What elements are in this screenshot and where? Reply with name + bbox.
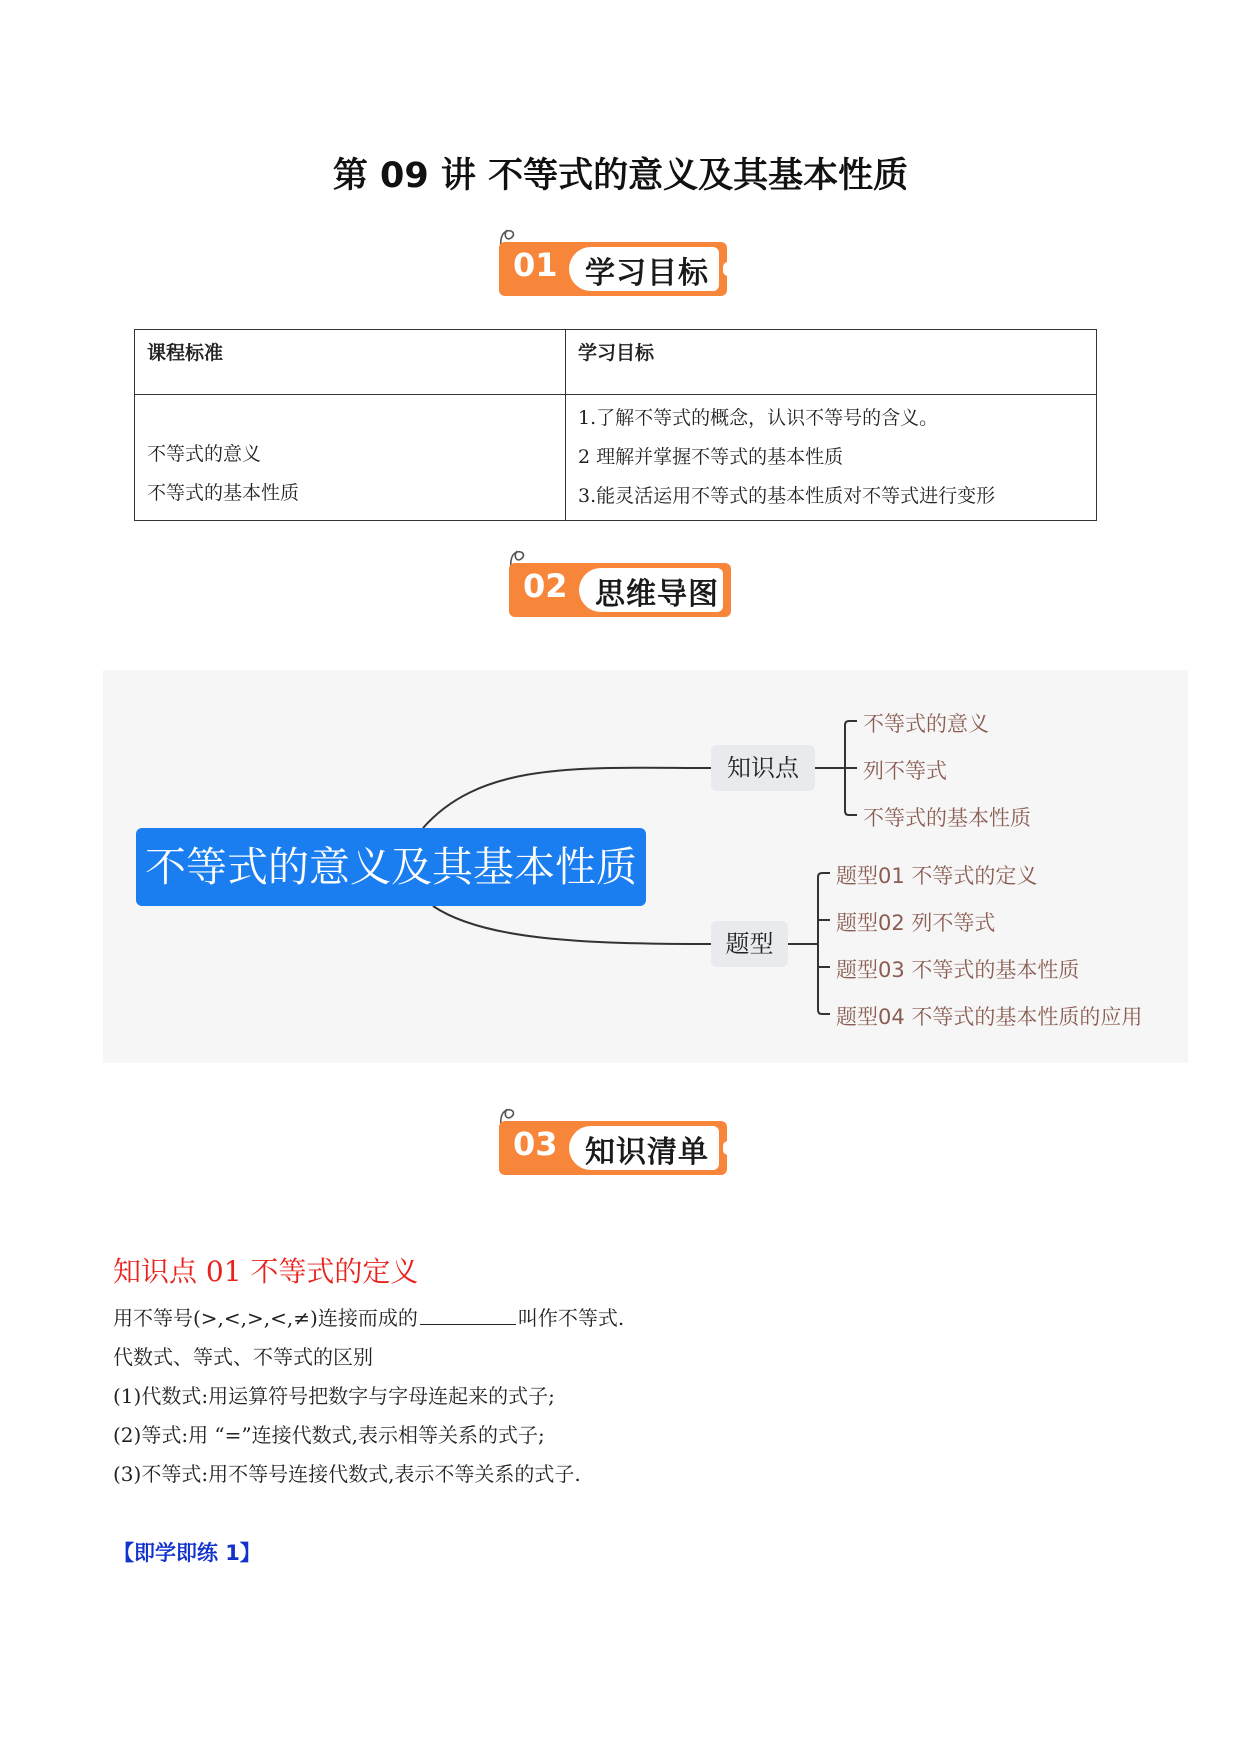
goal-line: 2 理解并掌握不等式的基本性质 <box>578 446 844 468</box>
standard-line: 不等式的意义 <box>147 443 262 465</box>
definition-text-end: 叫作不等式. <box>517 1306 625 1330</box>
mind-map-leaf: 题型03 不等式的基本性质 <box>836 958 1080 982</box>
mind-map-branch-knowledge: 知识点 <box>711 745 815 791</box>
mind-map-root: 不等式的意义及其基本性质 <box>136 828 646 906</box>
table-cell-goals <box>566 395 1097 521</box>
section-label: 学习目标 <box>585 256 709 291</box>
mind-map-leaf: 题型01 不等式的定义 <box>836 864 1038 888</box>
mind-map-leaf: 列不等式 <box>863 759 947 783</box>
mind-map-leaf: 不等式的基本性质 <box>863 806 1031 830</box>
section-label: 思维导图 <box>595 577 719 612</box>
table-header-standard: 课程标准 <box>135 330 566 395</box>
section-badge-goals <box>499 232 735 296</box>
table-cell-standards <box>135 395 566 521</box>
goal-line: 1.了解不等式的概念，认识不等号的含义。 <box>578 407 939 429</box>
section-badge-mindmap <box>509 553 745 617</box>
standard-line: 不等式的基本性质 <box>147 482 300 504</box>
paragraph-line: (2)等式:用 “=”连接代数式,表示相等关系的式子; <box>113 1423 545 1447</box>
section-badge-knowledge <box>499 1111 735 1175</box>
table-header-goals: 学习目标 <box>566 330 1097 395</box>
practice-label: 【即学即练 1】 <box>113 1541 261 1565</box>
knowledge-point-title: 知识点 01 不等式的定义 <box>113 1255 419 1288</box>
mind-map-leaf: 题型02 列不等式 <box>836 911 996 935</box>
definition-line <box>113 1302 624 1331</box>
fill-blank <box>420 1304 516 1325</box>
definition-text: 用不等号(>,<,>,<,≠)连接而成的 <box>113 1306 418 1330</box>
page-title: 第 09 讲 不等式的意义及其基本性质 <box>332 156 909 196</box>
mind-map-leaf: 不等式的意义 <box>863 712 989 736</box>
mind-map-leaf: 题型04 不等式的基本性质的应用 <box>836 1005 1143 1029</box>
goals-table <box>134 329 1097 521</box>
section-number: 03 <box>513 1125 558 1163</box>
mind-map <box>103 670 1188 1063</box>
paragraph-line: (1)代数式:用运算符号把数字与字母连起来的式子; <box>113 1384 555 1408</box>
paragraph-line: (3)不等式:用不等号连接代数式,表示不等关系的式子. <box>113 1462 581 1486</box>
goal-line: 3.能灵活运用不等式的基本性质对不等式进行变形 <box>578 485 996 507</box>
section-number: 02 <box>523 567 568 605</box>
paragraph-line: 代数式、等式、不等式的区别 <box>113 1345 373 1369</box>
section-number: 01 <box>513 246 558 284</box>
mind-map-branch-types: 题型 <box>711 921 788 967</box>
section-label: 知识清单 <box>585 1135 709 1170</box>
